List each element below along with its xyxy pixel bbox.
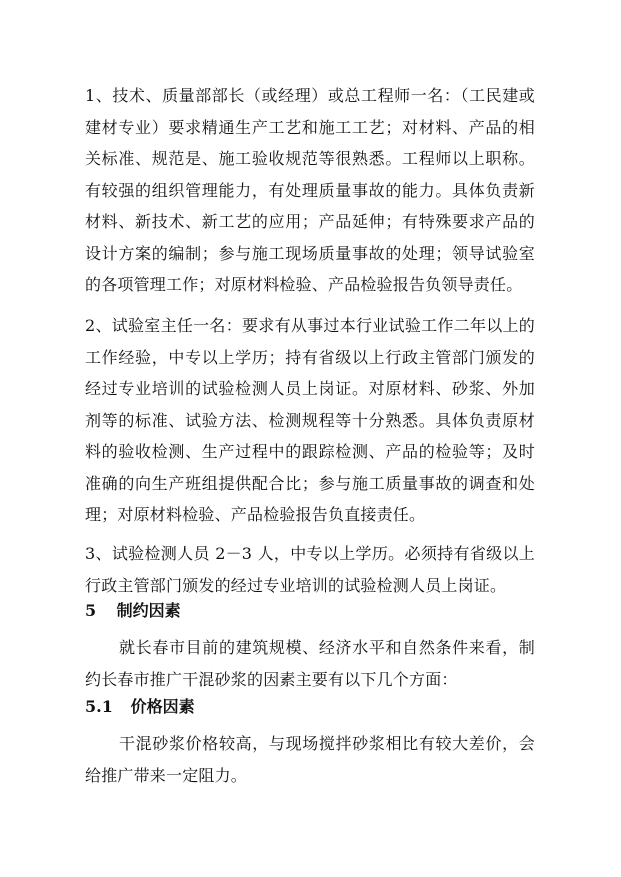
subsection-title: 价格因素 — [130, 697, 195, 716]
paragraph-price-factor: 干混砂浆价格较高，与现场搅拌砂浆相比有较大差价，会给推广带来一定阻力。 — [85, 734, 535, 785]
paragraph-constraints-intro: 就长春市目前的建筑规模、经济水平和自然条件来看，制约长春市推广干混砂浆的因素主要有以下几个方面： — [85, 638, 535, 689]
section-title: 制约因素 — [116, 601, 181, 620]
section-heading-constraints — [85, 598, 181, 624]
paragraph-lab-director: 2、试验室主任一名：要求有从事过本行业试验工作二年以上的工作经验，中专以上学历；持有省级以上行政主管部门颁发的经过专业培训的试验检测人员上岗证。对原材料、砂浆、外加剂等的标准、试验方法、检测规程等十分熟悉。具体负责原材料的验收检测、生产过程中的跟踪检测、产品的检验等；及时准确的向生产班组提供配合比；参与施工质量事故的调查和处理；对原材料检验、产品检验报告负直接责任。 — [85, 316, 535, 524]
paragraph-tech-quality-manager: 1、技术、质量部部长（或经理）或总工程师一名：（工民建或建材专业）要求精通生产工艺和施工工艺；对材料、产品的相关标准、规范是、施工验收规范等很熟悉。工程师以上职称。有较强的组织管理能力，有处理质量事故的能力。具体负责新材料、新技术、新工艺的应用；产品延伸；有特殊要求产品的设计方案的编制；参与施工现场质量事故的处理；领导试验室的各项管理工作；对原材料检验、产品检验报告负领导责任。 — [85, 86, 535, 294]
paragraph-test-staff: 3、试验检测人员 2－3 人，中专以上学历。必须持有省级以上行政主管部门颁发的经过专业培训的试验检测人员上岗证。 — [85, 544, 535, 595]
subsection-heading-price — [85, 694, 195, 720]
subsection-number: 5.1 — [85, 697, 113, 716]
section-number: 5 — [85, 601, 97, 620]
